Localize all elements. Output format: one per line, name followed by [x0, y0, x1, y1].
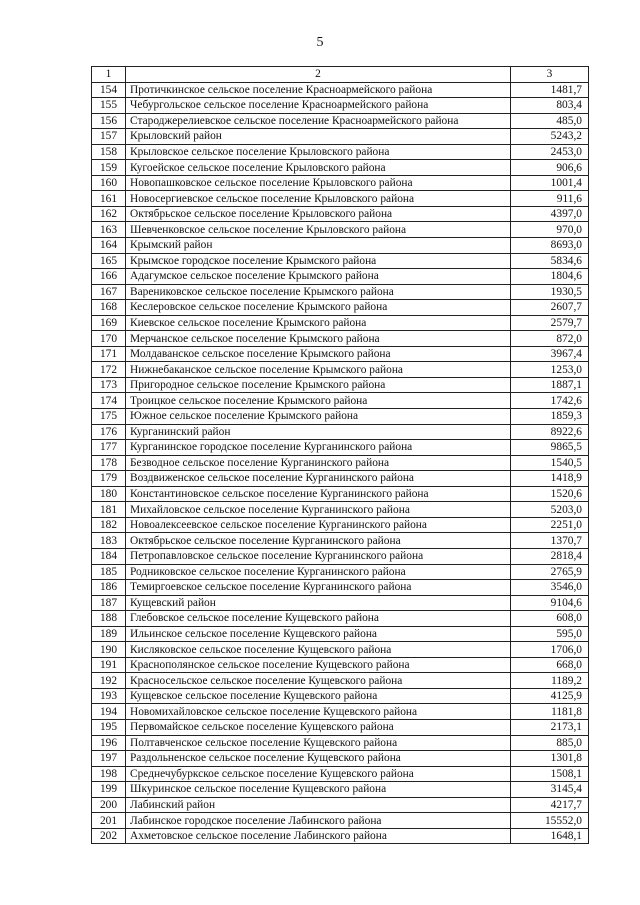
row-number: 190 [92, 642, 126, 658]
row-value: 1481,7 [511, 82, 589, 98]
table-row [92, 533, 589, 549]
table-row [92, 424, 589, 440]
row-number: 156 [92, 113, 126, 129]
row-number: 158 [92, 144, 126, 160]
row-value: 1887,1 [511, 377, 589, 393]
table-row [92, 455, 589, 471]
row-number: 192 [92, 673, 126, 689]
row-number: 177 [92, 440, 126, 456]
row-value: 1301,8 [511, 751, 589, 767]
row-name: Новосергиевское сельское поселение Крыловского района [126, 191, 511, 207]
table-row [92, 315, 589, 331]
row-number: 201 [92, 813, 126, 829]
table-row [92, 222, 589, 238]
row-number: 165 [92, 253, 126, 269]
table-row [92, 98, 589, 114]
table-row [92, 486, 589, 502]
row-value: 5834,6 [511, 253, 589, 269]
row-number: 193 [92, 688, 126, 704]
table-row [92, 284, 589, 300]
row-value: 8693,0 [511, 238, 589, 254]
row-number: 169 [92, 315, 126, 331]
row-name: Киевское сельское поселение Крымского района [126, 315, 511, 331]
row-name: Курганинский район [126, 424, 511, 440]
table-row [92, 502, 589, 518]
row-name: Староджерелиевское сельское поселение Красноармейского района [126, 113, 511, 129]
row-value: 911,6 [511, 191, 589, 207]
row-number: 195 [92, 719, 126, 735]
table-row [92, 300, 589, 316]
table-row [92, 206, 589, 222]
row-number: 183 [92, 533, 126, 549]
row-value: 2579,7 [511, 315, 589, 331]
table-row [92, 517, 589, 533]
row-value: 3145,4 [511, 782, 589, 798]
table-body [92, 67, 589, 844]
row-number: 187 [92, 595, 126, 611]
row-value: 1859,3 [511, 409, 589, 425]
row-value: 803,4 [511, 98, 589, 114]
row-name: Кисляковское сельское поселение Кущевского района [126, 642, 511, 658]
row-name: Крымское городское поселение Крымского района [126, 253, 511, 269]
row-name: Крымский район [126, 238, 511, 254]
row-name: Безводное сельское поселение Курганинского района [126, 455, 511, 471]
table-row [92, 657, 589, 673]
row-value: 608,0 [511, 611, 589, 627]
row-number: 197 [92, 751, 126, 767]
row-name: Красносельское сельское поселение Кущевского района [126, 673, 511, 689]
row-name: Шкуринское сельское поселение Кущевского района [126, 782, 511, 798]
row-value: 4217,7 [511, 797, 589, 813]
row-name: Петропавловское сельское поселение Курганинского района [126, 548, 511, 564]
table-row [92, 377, 589, 393]
row-name: Краснополянское сельское поселение Кущевского района [126, 657, 511, 673]
row-number: 199 [92, 782, 126, 798]
row-name: Южное сельское поселение Крымского района [126, 409, 511, 425]
row-value: 2607,7 [511, 300, 589, 316]
row-number: 200 [92, 797, 126, 813]
row-number: 166 [92, 269, 126, 285]
row-value: 4397,0 [511, 206, 589, 222]
row-value: 1181,8 [511, 704, 589, 720]
row-name: Кугоейское сельское поселение Крыловского района [126, 160, 511, 176]
row-name: Крыловское сельское поселение Крыловского района [126, 144, 511, 160]
row-name: Среднечубуркское сельское поселение Кущевского района [126, 766, 511, 782]
row-name: Троицкое сельское поселение Крымского района [126, 393, 511, 409]
row-name: Новоалексеевское сельское поселение Курганинского района [126, 517, 511, 533]
table-row [92, 611, 589, 627]
row-value: 9104,6 [511, 595, 589, 611]
table-row [92, 766, 589, 782]
row-number: 186 [92, 580, 126, 596]
row-number: 202 [92, 828, 126, 844]
row-name: Лабинское городское поселение Лабинского района [126, 813, 511, 829]
row-name: Константиновское сельское поселение Курганинского района [126, 486, 511, 502]
page-number: 5 [316, 35, 324, 50]
row-value: 1540,5 [511, 455, 589, 471]
row-value: 872,0 [511, 331, 589, 347]
row-number: 164 [92, 238, 126, 254]
row-name: Мерчанское сельское поселение Крымского района [126, 331, 511, 347]
row-value: 3967,4 [511, 346, 589, 362]
table-row [92, 704, 589, 720]
row-value: 1742,6 [511, 393, 589, 409]
table-row [92, 440, 589, 456]
row-number: 154 [92, 82, 126, 98]
row-name: Глебовское сельское поселение Кущевского района [126, 611, 511, 627]
row-value: 668,0 [511, 657, 589, 673]
row-value: 1253,0 [511, 362, 589, 378]
row-value: 595,0 [511, 626, 589, 642]
row-name: Адагумское сельское поселение Крымского района [126, 269, 511, 285]
row-name: Октябрьское сельское поселение Курганинского района [126, 533, 511, 549]
row-value: 1648,1 [511, 828, 589, 844]
row-number: 178 [92, 455, 126, 471]
row-name: Ильинское сельское поселение Кущевского района [126, 626, 511, 642]
row-value: 885,0 [511, 735, 589, 751]
row-name: Лабинский район [126, 797, 511, 813]
data-table [91, 66, 589, 844]
table-row [92, 688, 589, 704]
row-value: 2173,1 [511, 719, 589, 735]
row-value: 970,0 [511, 222, 589, 238]
row-value: 15552,0 [511, 813, 589, 829]
row-value: 8922,6 [511, 424, 589, 440]
row-value: 5203,0 [511, 502, 589, 518]
row-value: 2765,9 [511, 564, 589, 580]
row-name: Шевченковское сельское поселение Крыловского района [126, 222, 511, 238]
row-name: Родниковское сельское поселение Курганинского района [126, 564, 511, 580]
row-name: Октябрьское сельское поселение Крыловского района [126, 206, 511, 222]
row-number: 185 [92, 564, 126, 580]
table-row [92, 346, 589, 362]
table-row [92, 160, 589, 176]
row-number: 163 [92, 222, 126, 238]
row-number: 172 [92, 362, 126, 378]
row-name: Темиргоевское сельское поселение Курганинского района [126, 580, 511, 596]
table-row [92, 580, 589, 596]
table-row [92, 393, 589, 409]
row-number: 171 [92, 346, 126, 362]
table-row [92, 191, 589, 207]
table-row [92, 782, 589, 798]
row-value: 2818,4 [511, 548, 589, 564]
row-number: 157 [92, 129, 126, 145]
row-number: 170 [92, 331, 126, 347]
row-number: 181 [92, 502, 126, 518]
column-header-number: 1 [92, 67, 126, 83]
table-row [92, 113, 589, 129]
table-row [92, 626, 589, 642]
row-name: Кущевский район [126, 595, 511, 611]
table-row [92, 564, 589, 580]
row-name: Молдаванское сельское поселение Крымского района [126, 346, 511, 362]
row-value: 1520,6 [511, 486, 589, 502]
table-row [92, 144, 589, 160]
table-row [92, 828, 589, 844]
row-name: Полтавченское сельское поселение Кущевского района [126, 735, 511, 751]
row-number: 173 [92, 377, 126, 393]
row-name: Михайловское сельское поселение Курганинского района [126, 502, 511, 518]
table-row [92, 797, 589, 813]
row-value: 3546,0 [511, 580, 589, 596]
row-number: 160 [92, 175, 126, 191]
row-name: Крыловский район [126, 129, 511, 145]
row-value: 1189,2 [511, 673, 589, 689]
table-row [92, 735, 589, 751]
row-number: 194 [92, 704, 126, 720]
row-number: 159 [92, 160, 126, 176]
row-name: Новопашковское сельское поселение Крыловского района [126, 175, 511, 191]
row-value: 1706,0 [511, 642, 589, 658]
row-number: 167 [92, 284, 126, 300]
row-number: 176 [92, 424, 126, 440]
table-row [92, 82, 589, 98]
row-number: 174 [92, 393, 126, 409]
row-number: 191 [92, 657, 126, 673]
row-number: 189 [92, 626, 126, 642]
row-name: Раздольненское сельское поселение Кущевского района [126, 751, 511, 767]
row-name: Нижнебаканское сельское поселение Крымского района [126, 362, 511, 378]
table-row [92, 253, 589, 269]
table-row [92, 471, 589, 487]
row-value: 1804,6 [511, 269, 589, 285]
row-name: Первомайское сельское поселение Кущевского района [126, 719, 511, 735]
table-row [92, 751, 589, 767]
table-row [92, 269, 589, 285]
table-row [92, 362, 589, 378]
row-name: Кеслеровское сельское поселение Крымского района [126, 300, 511, 316]
row-value: 1508,1 [511, 766, 589, 782]
row-number: 155 [92, 98, 126, 114]
row-name: Курганинское городское поселение Курганинского района [126, 440, 511, 456]
row-number: 161 [92, 191, 126, 207]
row-number: 198 [92, 766, 126, 782]
row-value: 5243,2 [511, 129, 589, 145]
row-value: 2251,0 [511, 517, 589, 533]
row-value: 2453,0 [511, 144, 589, 160]
row-value: 485,0 [511, 113, 589, 129]
row-value: 1001,4 [511, 175, 589, 191]
row-number: 168 [92, 300, 126, 316]
table-row [92, 175, 589, 191]
row-value: 9865,5 [511, 440, 589, 456]
table-row [92, 595, 589, 611]
row-name: Пригородное сельское поселение Крымского района [126, 377, 511, 393]
table-row [92, 642, 589, 658]
row-name: Кущевское сельское поселение Кущевского района [126, 688, 511, 704]
row-number: 175 [92, 409, 126, 425]
row-name: Чебургольское сельское поселение Красноармейского района [126, 98, 511, 114]
table-row [92, 331, 589, 347]
row-name: Воздвиженское сельское поселение Курганинского района [126, 471, 511, 487]
row-name: Протичкинское сельское поселение Красноармейского района [126, 82, 511, 98]
row-name: Варениковское сельское поселение Крымского района [126, 284, 511, 300]
table-row [92, 238, 589, 254]
row-number: 196 [92, 735, 126, 751]
column-header-value: 3 [511, 67, 589, 83]
row-name: Новомихайловское сельское поселение Кущевского района [126, 704, 511, 720]
row-number: 162 [92, 206, 126, 222]
row-number: 182 [92, 517, 126, 533]
table-row [92, 719, 589, 735]
row-number: 188 [92, 611, 126, 627]
table-row [92, 813, 589, 829]
table-row [92, 129, 589, 145]
row-number: 180 [92, 486, 126, 502]
row-value: 906,6 [511, 160, 589, 176]
row-number: 184 [92, 548, 126, 564]
table-row [92, 548, 589, 564]
row-number: 179 [92, 471, 126, 487]
column-header-name: 2 [126, 67, 511, 83]
table-row [92, 409, 589, 425]
row-value: 1930,5 [511, 284, 589, 300]
table-header-row [92, 67, 589, 83]
table-row [92, 673, 589, 689]
row-value: 1418,9 [511, 471, 589, 487]
row-value: 4125,9 [511, 688, 589, 704]
row-name: Ахметовское сельское поселение Лабинского района [126, 828, 511, 844]
row-value: 1370,7 [511, 533, 589, 549]
